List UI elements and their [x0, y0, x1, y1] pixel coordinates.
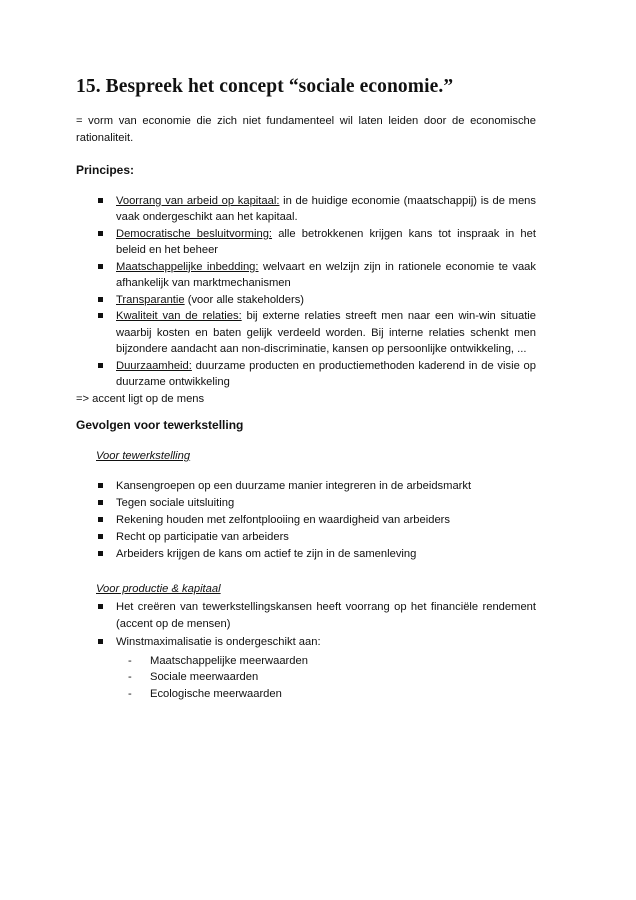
list-item: Tegen sociale uitsluiting [98, 495, 536, 512]
list-item: Winstmaximalisatie is ondergeschikt aan: [98, 634, 536, 651]
list-item [98, 193, 536, 226]
consequences-heading: Gevolgen voor tewerkstelling [76, 418, 244, 432]
list-item: - Sociale meerwaarden [128, 669, 536, 686]
principle-term: Maatschappelijke inbedding: [116, 260, 259, 273]
list-item [98, 259, 536, 292]
added-value-list [76, 653, 536, 703]
list-item: Arbeiders krijgen de kans om actief te zijn in de samenleving [98, 546, 536, 563]
list-item: Kansengroepen op een duurzame manier integreren in de arbeidsmarkt [98, 478, 536, 495]
production-subheading: Voor productie & kapitaal [96, 582, 221, 595]
principle-text: (voor alle stakeholders) [184, 293, 305, 306]
list-item: Rekening houden met zelfontplooiing en waardigheid van arbeiders [98, 512, 536, 529]
list-item: - Maatschappelijke meerwaarden [128, 653, 536, 670]
principle-term: Duurzaamheid: [116, 359, 192, 372]
principle-term: Kwaliteit van de relaties: [116, 310, 242, 322]
principles-note: => accent ligt op de mens [76, 392, 205, 405]
principle-text: alle betrokkenen krijgen kans tot inspraak in het beleid en het beheer [116, 227, 536, 256]
list-item [98, 226, 536, 259]
employment-list [76, 478, 536, 563]
list-item: Recht op participatie van arbeiders [98, 529, 536, 546]
principle-text: welvaart en welzijn zijn in rationele economie te vaak afhankelijk van marktmechanismen [116, 260, 536, 289]
list-item: - Ecologische meerwaarden [128, 686, 536, 703]
principle-term: Democratische besluitvorming: [116, 227, 273, 240]
principles-heading: Principes: [76, 163, 135, 177]
principle-text: in de huidige economie (maatschappij) is de mens vaak ondergeschikt aan het kapitaal. [116, 194, 536, 223]
list-item [98, 308, 536, 358]
list-item [98, 292, 536, 309]
principles-list [76, 193, 536, 391]
employment-subheading: Voor tewerkstelling [96, 449, 191, 462]
production-list [76, 599, 536, 651]
principle-text: duurzame producten en productiemethoden kaderend in de visie op duurzame ontwikkeling [116, 359, 536, 388]
principle-term: Transparantie [116, 293, 185, 306]
list-item [98, 358, 536, 391]
principle-text: bij externe relaties streeft men naar een win-win situatie waarbij kosten en baten gelijk verdeeld worden. Bij interne relaties schenkt men bijzondere aandacht aan non-discriminatie, kansen op persoonlijke ontwikkeling, ... [116, 310, 537, 355]
principle-term: Voorrang van arbeid op kapitaal: [116, 194, 280, 207]
definition-paragraph: = vorm van economie die zich niet fundamenteel wil laten leiden door de economische rationaliteit. [76, 115, 536, 144]
list-item: Het creëren van tewerkstellingskansen heeft voorrang op het financiële rendement (accent op de mensen) [98, 599, 536, 632]
page-title: 15. Bespreek het concept “sociale economie.” [76, 76, 454, 97]
